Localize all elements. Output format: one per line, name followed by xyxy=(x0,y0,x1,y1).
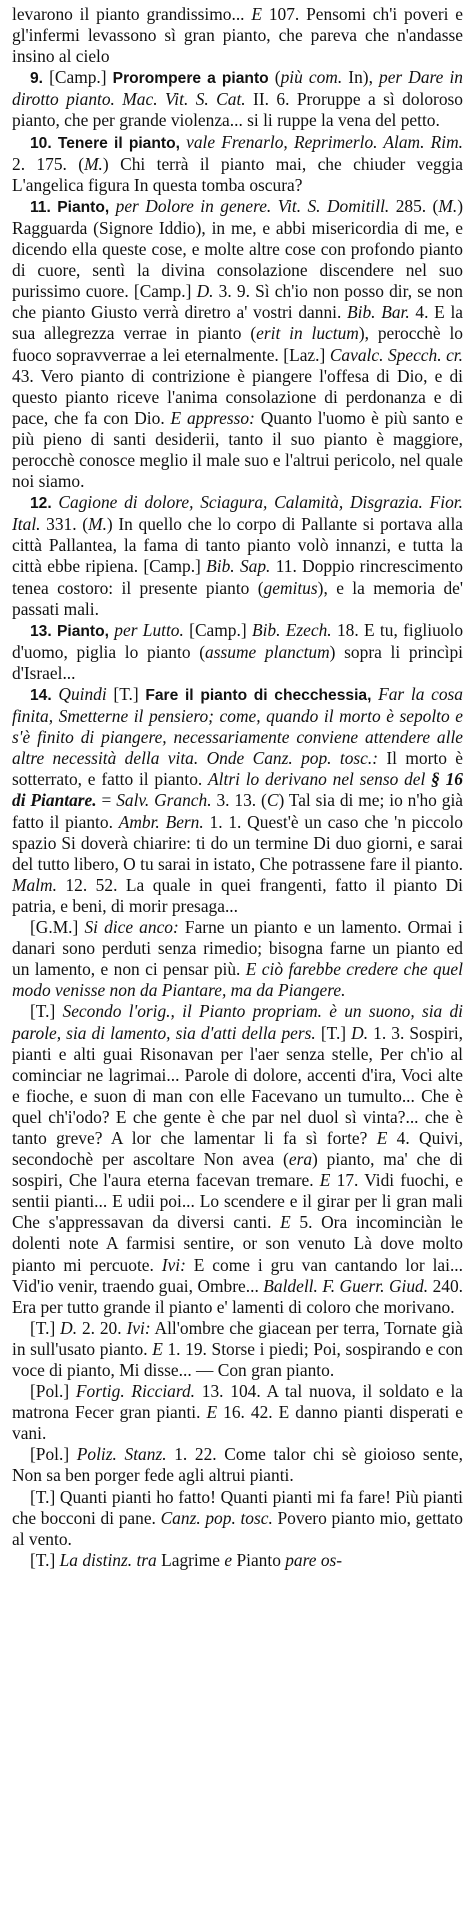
entry-italic-text: E xyxy=(251,4,262,24)
entry-text: ) Ragguarda (Signore Iddio), in me, e abbi misericordia di me, e dicendo ella queste cose, e molte altre cose con profondo pianto di cuore, sentì la divina consolazione discendere nel suo purissimo cuore. [Camp.] xyxy=(12,195,463,302)
entry-text: 2. 175. ( xyxy=(12,153,85,174)
entry-italic-text: più com. xyxy=(280,67,343,88)
entry-bold-text: 10. Tenere il pianto, xyxy=(30,134,180,152)
entry-italic-text: erit in luctum xyxy=(256,323,359,344)
entry-italic-text: Malm. xyxy=(12,874,57,895)
entry-italic-text: E xyxy=(376,1127,388,1148)
entry-italic-text: E xyxy=(206,1402,218,1423)
dictionary-entry xyxy=(12,4,463,67)
entry-text: 331. ( xyxy=(40,514,89,535)
entry-text: [Camp.] xyxy=(43,67,113,88)
entry-italic-text: per Dolore in genere. Vit. S. Domitill. xyxy=(109,195,390,216)
dictionary-entry xyxy=(12,1001,463,1317)
entry-italic-text: M. xyxy=(88,514,107,535)
entry-text: ), perocchè lo fuoco sopravverrae a lei eternalmente. [Laz.] xyxy=(12,323,463,365)
entry-italic-text: C xyxy=(266,790,279,811)
entry-italic-text: E xyxy=(319,1170,331,1191)
entry-text: 240. Era per tutto grande il pianto e' lamenti di coloro che morivano. xyxy=(12,1275,464,1317)
entry-text: [T.] xyxy=(30,1001,63,1022)
entry-text: ) sopra li princìpi d'Israel... xyxy=(12,641,463,683)
entry-text: ) Chi terrà il pianto mai, che chiuder veggia L'angelica figura In questa tomba oscura? xyxy=(12,153,463,195)
entry-text: 2. 20. xyxy=(77,1317,127,1338)
entry-italic-text: Fortig. Ricciard. xyxy=(75,1381,196,1402)
entry-italic-text: Secondo l'orig., il Pianto propriam. è un suono, sia di parole, sia di lamento, sia d'atti della pers. xyxy=(12,1001,463,1043)
entry-italic-text: Bib. Bar. xyxy=(347,302,410,323)
entry-bold-text: 13. Pianto, xyxy=(30,622,109,640)
entry-text: [T.] xyxy=(106,684,146,704)
entry-italic-text: Si dice anco: xyxy=(84,917,179,938)
entry-bold-text: 14. xyxy=(30,687,52,704)
entry-italic-text: Ivi: xyxy=(126,1317,151,1338)
dictionary-entry xyxy=(12,1550,463,1571)
entry-italic-text: per Dare in dirotto pianto. Mac. Vit. S. Cat. xyxy=(12,67,463,110)
entry-text: 16. 42. E danno pianti disperati e vani. xyxy=(12,1402,463,1444)
entry-italic-text: E xyxy=(152,1338,163,1359)
entry-text: 17. Vidi fuochi, e sentii pianti... E udii poi... Lo scendere e il girar per li gran mali Che s'appressavan da diversi canti. xyxy=(12,1170,463,1233)
entry-italic-text: E appresso: xyxy=(170,407,255,428)
dictionary-entry xyxy=(12,196,463,492)
entry-text: 107. Pensomi ch'i poveri e gl'infermi levassono sì gran pianto, che pareva che n'andasse insino al cielo xyxy=(12,4,463,67)
entry-text: 3. 9. Sì ch'io non posso dir, se non che pianto Giusto verrà diretro a' vostri danni. xyxy=(12,281,463,323)
entry-text: [Camp.] xyxy=(183,619,252,640)
entry-italic-text: Ivi: xyxy=(161,1254,186,1275)
entry-text: [T.] xyxy=(315,1022,352,1043)
entry-text: = xyxy=(96,790,117,811)
dictionary-entry xyxy=(12,67,463,131)
dictionary-entry xyxy=(12,1487,463,1550)
entry-text: 1. 1. Quest'è un caso che 'n piccolo spazio Si doverà chiarire: ti do un termine Di duo giorni, e sarai del tutto libero, O tu sarai in istato, Che potrassene fare il pianto. xyxy=(12,811,463,874)
entry-text: [G.M.] xyxy=(30,917,85,938)
entry-italic-text: per Lutto. xyxy=(108,619,184,640)
entry-bold-text: 9. xyxy=(30,70,44,88)
entry-text: 5. Ora incominciàn le dolenti note A farmisi sentire, or son venuto Là dove molto pianto mi percuote. xyxy=(12,1212,464,1275)
entry-italic-text: Baldell. F. Guerr. Giud. xyxy=(263,1275,429,1296)
entry-text: 285. ( xyxy=(389,195,439,216)
entry-italic-text: D. xyxy=(351,1022,369,1043)
entry-italic-text: vale Frenarlo, Reprimerlo. Alam. Rim. xyxy=(179,131,463,152)
entry-text: Il morto è sotterrato, e fatto il pianto. xyxy=(12,748,463,790)
entry-italic-text: e xyxy=(224,1549,233,1570)
entry-italic-text: Ambr. Bern. xyxy=(118,811,204,832)
entry-italic-text: Salv. Granch. xyxy=(116,790,212,811)
entry-text: Lagrime xyxy=(156,1549,225,1570)
entry-bold-text: § 16 di Piantare. xyxy=(12,769,464,811)
entry-italic-text: Poliz. Stanz. xyxy=(76,1444,167,1465)
entry-text: 11. Doppio rincrescimento tenea costoro: il presente pianto ( xyxy=(12,556,463,598)
entry-text: 4. E la sua allegrezza verrae in pianto ( xyxy=(12,302,463,344)
entry-italic-text: era xyxy=(288,1149,313,1170)
entry-text: II. 6. Proruppe a sì doloroso pianto, che per grande violenza... si li ruppe la vena del petto. xyxy=(12,89,463,131)
entry-italic-text: Quindi xyxy=(51,684,107,704)
entry-bold-text: 12. xyxy=(30,495,52,513)
dictionary-entry xyxy=(12,1444,463,1486)
entry-text: 3. 13. ( xyxy=(211,790,267,811)
entry-text: All'ombre che giacean per terra, Tornate già in sull'usato pianto. xyxy=(12,1317,464,1359)
entry-text: 12. 52. La quale in quei frangenti, fatto il pianto Di patria, e beni, di morir presaga... xyxy=(12,874,463,916)
entry-italic-text: Altri lo derivano nel senso del xyxy=(208,769,426,790)
entry-text: 13. 104. A tal nuova, il soldato e la matrona Fecer gran pianti. xyxy=(12,1381,463,1423)
entry-text: 43. Vero pianto di contrizione è piangere l'offesa di Dio, e di questo pianto riceve l'anima consolazione di perdonanza e di pace, che fa con Dio. xyxy=(12,365,463,428)
entry-italic-text: M. xyxy=(438,195,458,216)
entry-italic-text: D. xyxy=(60,1317,78,1338)
entry-italic-text: Cagione di dolore, Sciagura, Calamità, Disgrazia. Fior. Ital. xyxy=(12,492,463,535)
entry-italic-text: E ciò farebbe credere che quel modo venisse non da Piantare, ma da Piangere. xyxy=(12,959,463,1001)
entry-bold-text: Prorompere a pianto xyxy=(112,70,269,88)
dictionary-entry xyxy=(12,684,463,917)
entry-text: Farne un pianto e un lamento. Ormai i danari sono perduti senza rimedio; bisogna farne un pianto ed un lamento, e non ci pensar più. xyxy=(12,917,463,980)
dictionary-entry xyxy=(12,1381,463,1444)
entry-italic-text: D. xyxy=(196,281,214,302)
entry-text: Povero pianto mio, gettato al vento. xyxy=(12,1507,463,1549)
entry-italic-text: gemitus xyxy=(263,577,318,598)
entry-italic-text: Bib. Ezech. xyxy=(251,619,332,640)
entry-text: [T.] xyxy=(30,1549,60,1570)
entry-italic-text: E xyxy=(280,1212,291,1233)
entry-text: 1. 19. Storse i piedi; Poi, sospirando e con voce di pianto, Mi disse... — Con gran pianto. xyxy=(12,1338,463,1380)
entry-text: Quanto l'uomo è più santo e più pieno di santi desiderii, tanto il suo pianto è maggiore, perocchè conosce meglio il male suo e l'altrui pericolo, nel quale noi siamo. xyxy=(12,407,464,492)
entry-italic-text: La distinz. tra xyxy=(59,1549,157,1570)
dictionary-entry xyxy=(12,1318,463,1381)
entry-text: levarono il pianto grandissimo... xyxy=(12,4,252,24)
entry-text: E come i gru van cantando lor lai... Vid'io venir, traendo guai, Ombre... xyxy=(12,1254,463,1296)
entry-text: ) In quello che lo corpo di Pallante si portava alla città Pallantea, la fama di tanto pianto volò innanzi, e tutta la città ebbe ripiena. [Camp.] xyxy=(12,514,464,577)
entry-text: Pianto xyxy=(232,1549,286,1570)
entry-bold-text: Fare il pianto di checchessia, xyxy=(145,687,372,704)
entry-text: ) pianto, ma' che di sospiri, Che l'aura eterna facevan tremare. xyxy=(12,1149,464,1191)
entry-bold-text: 11. Pianto, xyxy=(30,198,110,216)
entry-text: 18. E tu, figliuolo d'uomo, piglia lo pianto ( xyxy=(12,619,464,662)
entry-italic-text: Cavalc. Specch. cr. xyxy=(329,344,463,365)
entry-italic-text: Canz. pop. tosc. xyxy=(160,1507,273,1528)
entry-text: ( xyxy=(268,67,281,88)
dictionary-entry xyxy=(12,620,463,684)
dictionary-entry xyxy=(12,492,463,620)
entry-italic-text: Far la cosa finita, Smetterne il pensiero; come, quando il morto è sepolto e s'è finito di piangere, necessariamente conviene attendere alle altre necessità della vita. Onde Canz. pop. tosc.: xyxy=(12,684,463,769)
entry-italic-text: pare os- xyxy=(285,1549,343,1570)
dictionary-entry xyxy=(12,917,463,1001)
entry-italic-text: Bib. Sap. xyxy=(206,556,271,577)
dictionary-entry xyxy=(12,132,463,196)
entry-text: 4. Quivi, secondochè per ascoltare Non avea ( xyxy=(12,1127,463,1170)
entry-italic-text: assume planctum xyxy=(205,641,330,662)
entry-text: In), xyxy=(342,67,380,88)
entry-text: [Pol.] xyxy=(30,1381,76,1402)
entry-text: [T.] xyxy=(30,1317,61,1338)
entry-text: [T.] Quanti pianti ho fatto! Quanti pianti mi fa fare! Più pianti che bocconi di pane. xyxy=(12,1486,463,1528)
entry-text: [Pol.] xyxy=(30,1444,77,1465)
entry-italic-text: M. xyxy=(84,153,103,174)
entry-text: 1. 3. Sospiri, pianti e alti guai Risonavan per l'aer senza stelle, Per ch'io al cominciar ne lagrimai... Parole di dolore, accenti d'ira, Voci alte e fioche, e suon di man con elle Facevano un tumulto... Che è quel ch'i'odo? E che gente è che par nel duol sì vinta?... che è tanto greve? A lor che lamentar li fa sì forte? xyxy=(12,1022,463,1148)
entry-text: ) Tal sia di me; io n'ho già fatto il pianto. xyxy=(12,790,464,832)
entry-text: 1. 22. Come talor chi sè gioioso sente, Non sa ben porger fede agli altrui pianti. xyxy=(12,1444,463,1486)
entry-text: ), e la memoria de' passati mali. xyxy=(12,577,463,619)
